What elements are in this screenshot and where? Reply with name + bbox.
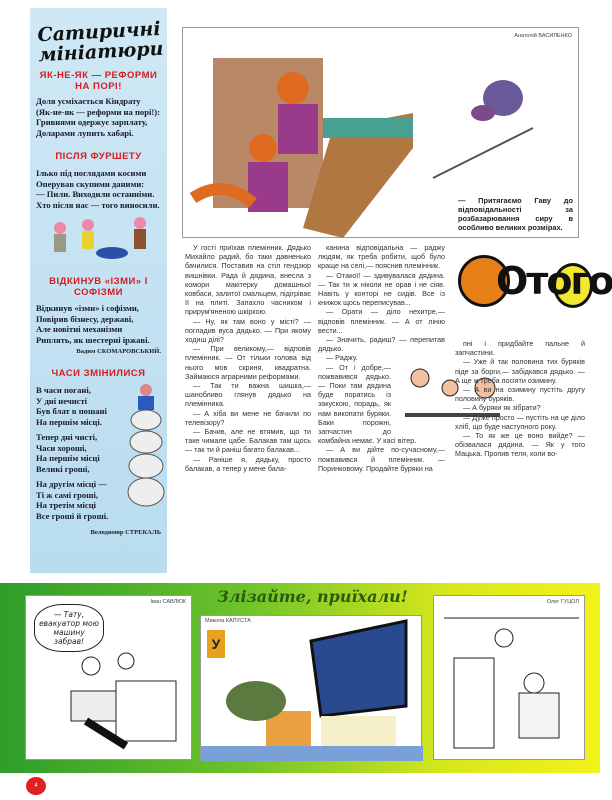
poem-line: Оперував скупими даними: <box>36 178 145 189</box>
walking-men-illustration <box>40 213 160 268</box>
poem-line: (Як-не-як — реформи на порі!): <box>36 106 160 117</box>
paragraph: — Орати — діло нехитре,— відповів племінник. — А от лінію вести... <box>318 307 445 335</box>
poem-line: На третім місці <box>36 500 97 510</box>
paragraph: — А ви дійте по-сучасному,— пожвавився й племінник. — Поринковому. Продайте буряки на <box>318 445 445 473</box>
poem-author: Вадим СКОМАРОВСЬКИЙ. <box>76 348 161 355</box>
page-number: 4 <box>26 777 46 795</box>
poem-2 <box>36 151 161 210</box>
poem-line: Ті ж самі гроші, <box>36 489 99 500</box>
article-column-2 <box>318 243 445 473</box>
cartoon-hutsol <box>433 595 585 760</box>
paragraph: — Уже й так половина тих буряків піде за борги,— забідкався дядько. — А ще ж треба посіяти озимину. <box>455 357 585 385</box>
poem-1 <box>36 70 161 138</box>
paragraph: канина відповідальна — раджу людям, як треба робити, щоб було краще на селі,— пояснив племінник. <box>318 243 445 271</box>
doctor-patient-illustration <box>434 608 586 758</box>
poem-author: Володимир СТРЕКАЛЬ <box>90 529 161 536</box>
poem-line: В часи погані, <box>36 385 91 395</box>
poem-title: ВІДКИНУВ «ІЗМИ» І СОФІЗМИ <box>49 276 148 298</box>
cartoon-credit: Анатолій ВАСИЛЕНКО <box>514 33 572 39</box>
poem-line: Відкинув «ізми» і софізми, <box>36 303 139 313</box>
paragraph: — А ви на озимину пустіть другу половину буряків. <box>455 385 585 404</box>
paragraph: — Ну, як там воно у місті? — погладив вуса дядько. — При якому ходиш ділі? <box>185 316 311 345</box>
poem-line: На першім місці <box>36 453 100 463</box>
poem-line: Часи хороші, <box>36 442 87 453</box>
paragraph: — Бачив, але не втямив, що ти таке чимале цабе. Балакав там щось — так ти й раніш багато балакав... <box>185 427 311 455</box>
cartoon-credit: Микола КАПУСТА <box>205 618 251 624</box>
cartoon-caption: — Притягаємо Гаву до відповідальності за розбазарювання сиру в особливо великих розмірах. <box>458 196 573 232</box>
cartoon-savliuk <box>25 595 192 760</box>
paragraph: — Так ти важна шишка,— шанобливо глянув дядько на племінника. <box>185 381 311 409</box>
wall-sign: У <box>207 630 225 658</box>
poem-line: Все гроші й гроші. <box>36 510 109 521</box>
cartoon-band <box>0 583 600 773</box>
paragraph: — Раджу. <box>326 353 358 363</box>
section-header: Злізайте, приїхали! <box>217 587 408 606</box>
poem-3 <box>36 276 161 355</box>
article-column-1 <box>185 243 311 473</box>
poem-line: Доларами лупить хабарі. <box>36 127 134 138</box>
section-logo: Сатиричні мініатюри <box>36 17 164 67</box>
soldier-tv-illustration <box>201 616 423 761</box>
paragraph: — Дуже просто — пустіть на це діло хліб, що буде наступного року. <box>455 412 585 431</box>
poem-line: Хто після нас — того виносили. <box>36 199 160 210</box>
poem-line: Тепер дні чисті, <box>36 432 98 442</box>
poem-line: Риплять, як шестерні іржаві. <box>36 334 150 345</box>
money-bags-illustration <box>126 380 166 520</box>
poem-lines <box>36 96 161 138</box>
paragraph: — От і добре,— пожвавився дядько. — Поки там дядина буде поратись із закускою, порадь, як нам викопати буряки. Баки порожні, запчастин до комбайна немає. У касі вітер. <box>318 362 417 446</box>
paragraph: — Значить, радиш? — перепитав дядько. <box>318 335 445 354</box>
otogo-title: Отого <box>496 259 612 303</box>
top-cartoon <box>182 27 579 238</box>
article-column-3 <box>455 339 585 459</box>
speech-bubble: — Тату, евакуатор мою машину забрав! <box>34 604 104 652</box>
poem-line: Гривнями одержує зарплату, <box>36 117 148 127</box>
father-son-illustration <box>26 651 193 761</box>
paragraph: — А буряки як зібрати? <box>463 403 541 413</box>
poem-line: Але новітні механізми <box>36 324 123 334</box>
cartoon-credit: Олег ГУЦОЛ <box>546 599 579 605</box>
poem-line: На другім місці — <box>36 479 107 489</box>
cartoon-credit: Іван САВЛЮК <box>150 599 186 605</box>
poem-title: ЧАСИ ЗМІНИЛИСЯ <box>51 368 146 379</box>
poem-line: Великі гроші, <box>36 463 90 474</box>
otogo-logo <box>458 255 612 323</box>
paragraph: У гості приїхав племінник. Дядько Михайло радий, бо таки давненько бачилися. Поставив на стіл гендзюр вишнівки. Рада й дядина, внесла з комори макітерку домашньої ковбаси, залитої смальцем, підігріває її на плиті. Запахло часником і прирум'яненою шкіркою. <box>185 243 311 317</box>
paragraph: — А хіба ви мене не бачили по телевізору? <box>185 408 311 427</box>
poem-line: Був блат в пошані <box>36 406 107 416</box>
poem-line: Доля усміхається Кіндрату <box>36 96 141 106</box>
paragraph: — То як же це воно вийде? — обізвалася дядина. — Як у того Мацька. Пропив теля, коли во- <box>455 431 585 459</box>
paragraph: — При великому,— відповів племінник. — От тільки голова від нього мов скриня, квадратна. Займаюся аграрними реформами. <box>185 344 311 381</box>
poem-line: У дні нечисті <box>36 395 88 406</box>
paragraph: пні і придбайте пальне й запчастини. <box>455 339 585 358</box>
paragraph: — Раніше я, дядьку, просто балакав, а тепер у мене бала- <box>185 454 311 473</box>
poem-title: ПІСЛЯ ФУРШЕТУ <box>55 151 142 162</box>
poem-line: На першім місці. <box>36 416 102 427</box>
poem-line: Ілько під поглядами косими <box>36 168 147 178</box>
cartoon-kapusta <box>200 615 422 760</box>
poem-title: ЯК-НЕ-ЯК — РЕФОРМИ НА ПОРІ! <box>39 70 158 92</box>
poem-line: — Пили. Виходили останніми. <box>36 189 155 199</box>
poem-line: Повірив бізнесу, державі, <box>36 313 134 324</box>
satirical-miniatures-panel <box>30 8 167 573</box>
paragraph: — Отакої! — здивувалася дядина. — Так ти ж ніколи не орав і не сіяв. Навіть у конторі не сидів. Все із книжок щось переписував... <box>318 270 445 308</box>
